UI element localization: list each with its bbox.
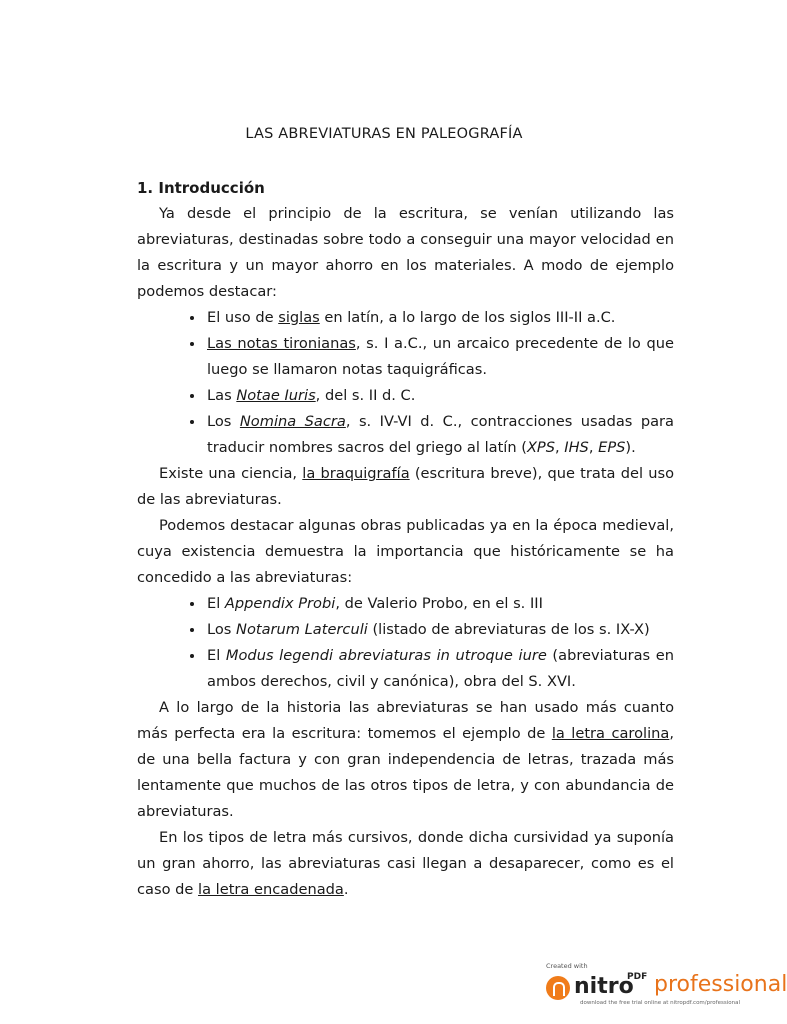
created-with-label: Created with bbox=[546, 962, 588, 970]
list-item: • Los Notarum Laterculi (listado de abreviaturas de los s. IX-X) bbox=[205, 617, 674, 643]
list-item: • El Appendix Probi, de Valerio Probo, en el s. III bbox=[205, 591, 674, 617]
paragraph-carolina: A lo largo de la historia las abreviaturas se han usado más cuanto más perfecta era la escritura: tomemos el ejemplo de la letra carolina, de una bella factura y con gran independencia de letras, trazada más lentamente que muchos de las otros tipos de letra, y con abundancia de abreviaturas. bbox=[137, 699, 674, 820]
early-abbreviations-list bbox=[137, 305, 674, 461]
paragraph-intro: Ya desde el principio de la escritura, se venían utilizando las abreviaturas, destinadas sobre todo a conseguir una mayor velocidad en la escritura y un mayor ahorro en los materiales. A modo de ejemplo podemos destacar: bbox=[137, 205, 674, 300]
nitro-pdf-watermark bbox=[544, 962, 787, 1022]
notae-iuris-link[interactable]: Notae Iuris bbox=[236, 387, 316, 404]
siglas-link[interactable]: siglas bbox=[278, 309, 320, 326]
medieval-works-list bbox=[137, 591, 674, 695]
document-body bbox=[137, 201, 674, 903]
paragraph-obras: Podemos destacar algunas obras publicadas ya en la época medieval, cuya existencia demuestra la importancia que históricamente se ha concedido a las abreviaturas: bbox=[137, 517, 674, 586]
list-item: • Las Notae Iuris, del s. II d. C. bbox=[205, 383, 674, 409]
document-title: LAS ABREVIATURAS EN PALEOGRAFÍA bbox=[245, 126, 523, 142]
section-heading: 1. Introducción bbox=[137, 179, 265, 197]
paragraph-encadenada: En los tipos de letra más cursivos, donde dicha cursividad ya suponía un gran ahorro, las abreviaturas casi llegan a desaparecer, como es el caso de la letra encadenada. bbox=[137, 829, 674, 898]
list-item: • El uso de siglas en latín, a lo largo de los siglos III-II a.C. bbox=[205, 305, 674, 331]
notas-tironianas-link[interactable]: Las notas tironianas bbox=[207, 335, 356, 352]
list-item: • Los Nomina Sacra, s. IV-VI d. C., contracciones usadas para traducir nombres sacros del griego al latín (XPS, IHS, EPS). bbox=[205, 409, 674, 461]
list-item: • El Modus legendi abreviaturas in utroque iure (abreviaturas en ambos derechos, civil y canónica), obra del S. XVI. bbox=[205, 643, 674, 695]
nomina-sacra-link[interactable]: Nomina Sacra bbox=[239, 413, 346, 430]
professional-label: professional bbox=[654, 972, 787, 997]
paragraph-braquigrafia: Existe una ciencia, la braquigrafía (escritura breve), que trata del uso de las abreviaturas. bbox=[137, 465, 674, 508]
list-item: • Las notas tironianas, s. I a.C., un arcaico precedente de lo que luego se llamaron notas taquigráficas. bbox=[205, 331, 674, 383]
watermark-tagline: download the free trial online at nitropdf.com/professional bbox=[580, 1000, 740, 1006]
nitro-brand: nitro bbox=[574, 974, 634, 999]
letra-carolina-link[interactable]: la letra carolina bbox=[551, 725, 670, 742]
pdf-superscript: PDF bbox=[627, 972, 648, 982]
letra-encadenada-link[interactable]: la letra encadenada bbox=[198, 881, 344, 898]
braquigrafia-link[interactable]: la braquigrafía bbox=[302, 465, 410, 482]
nitro-logo-icon bbox=[546, 976, 570, 1000]
